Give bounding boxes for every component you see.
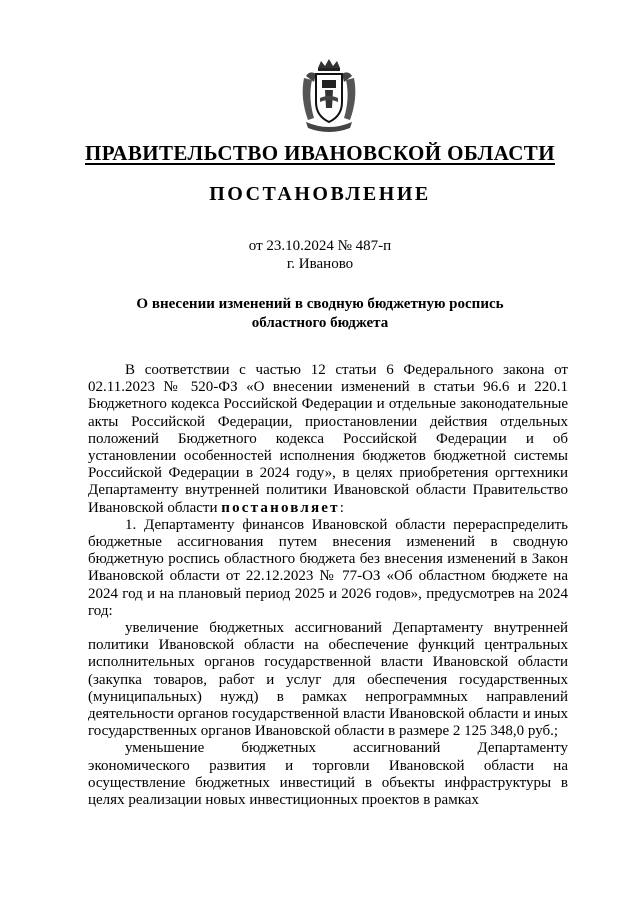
paragraph-preamble — [88, 362, 568, 517]
document-body — [88, 362, 568, 809]
date-number: от 23.10.2024 № 487-п — [248, 238, 392, 254]
document-subject — [0, 295, 640, 333]
paragraph-increase: увеличение бюджетных ассигнований Департаменту внутренней политики Ивановской области на обеспечение функций центральных исполнительных органов государственной власти Ивановской области (закупка товаров, работ и услуг для обеспечения государственных (муниципальных) нужд) в рамках непрограммных направлений деятельности органов государственной власти Ивановской области и иных государственных органов Ивановской области в размере 2 125 348,0 руб.; — [88, 620, 568, 740]
paragraph-item-1: 1. Департаменту финансов Ивановской области перераспределить бюджетные ассигнования путем внесения изменений в сводную бюджетную роспись областного бюджета без внесения изменений в Закон Ивановской области от 22.12.2023 № 77-ОЗ «Об областном бюджете на 2024 год и на плановый период 2025 и 2026 годов», предусмотрев на 2024 год: — [88, 516, 568, 619]
preamble-colon: : — [339, 499, 344, 516]
organization-title: ПРАВИТЕЛЬСТВО ИВАНОВСКОЙ ОБЛАСТИ — [85, 141, 555, 165]
resolution-verb: постановляет — [221, 499, 340, 516]
subject-line-1: О внесении изменений в сводную бюджетную роспись — [136, 296, 504, 312]
coat-of-arms-icon — [298, 58, 360, 132]
preamble-text: В соответствии с частью 12 статьи 6 Федерального закона от 02.11.2023 № 520-ФЗ «О внесении изменений в статьи 96.6 и 220.1 Бюджетного кодекса Российской Федерации и отдельные законодательные акты Российской Федерации, приостановлении действия отдельных положений Бюджетного кодекса Российской Федерации и об установлении особенностей исполнения бюджетов бюджетной системы Российской Федерации в 2024 году», в целях приобретения оргтехники Департаменту внутренней политики Ивановской области Правительство Ивановской области — [88, 362, 568, 516]
city: г. Иваново — [286, 256, 354, 272]
subject-line-2: областного бюджета — [251, 315, 389, 331]
date-block — [0, 237, 640, 273]
document-type-heading: ПОСТАНОВЛЕНИЕ — [209, 183, 431, 205]
paragraph-decrease: уменьшение бюджетных ассигнований Департаменту экономического развития и торговли Ивановской области на осуществление бюджетных инвестиций в объекты инфраструктуры в целях реализации новых инвестиционных проектов в рамках — [88, 740, 568, 809]
